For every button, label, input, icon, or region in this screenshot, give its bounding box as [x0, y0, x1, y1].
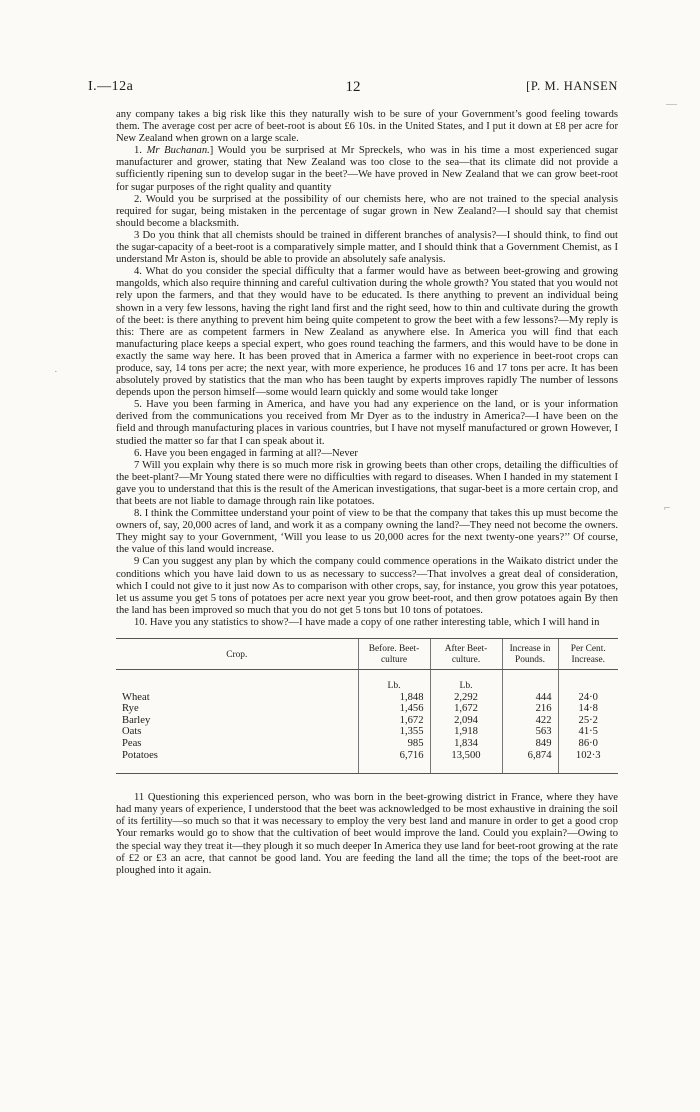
column-header-after: After Beet-culture. — [430, 639, 502, 670]
table-header-row — [116, 639, 618, 670]
before-cell: 1,848 — [358, 692, 430, 704]
percent-cell: 25·2 — [558, 715, 618, 727]
margin-mark: · — [54, 366, 58, 378]
table-row — [116, 750, 618, 774]
before-cell: 6,716 — [358, 750, 430, 774]
column-header-before: Before. Beet-culture — [358, 639, 430, 670]
percent-cell: 41·5 — [558, 726, 618, 738]
document-reference: I.—12a — [88, 79, 134, 94]
table-row — [116, 726, 618, 738]
table-row — [116, 692, 618, 704]
units-row — [116, 670, 618, 692]
after-cell: 1,672 — [430, 703, 502, 715]
paragraph: 5. Have you been farming in America, and have you had any experience on the land, or is your information derived from the communications you received from Mr Dyer as to the industry in America?—I have been on the field and through manufacturing places in various countries, but I have not myself manufactured or grown However, I studied the matter so far that I can speak about it. — [116, 399, 618, 447]
margin-mark: — — [666, 98, 677, 110]
after-cell: 1,834 — [430, 738, 502, 750]
speaker-name: Mr Buchanan. — [146, 145, 210, 157]
increase-cell: 6,874 — [502, 750, 558, 774]
table-row — [116, 715, 618, 727]
paragraph: 4. What do you consider the special difficulty that a farmer would have as between beet-growing and growing mangolds, which also require thinning and careful cultivation during the whole growth? You stated that you would not rely upon the farmers, and that they would have to be educated. Is there anything to prevent an individual being shown in a very few lessons, having the right land first and the right seed, how to thin and cultivate during the growth of the beet: is there anything to prevent him being quite competent to grow the beet with a few lessons?—My reply is this: There are as competent farmers in New Zealand as anywhere else. In America you will find that each manufacturing place keeps a special expert, who goes round teaching the farmers, and this would have to be done in exactly the same way here. It has been proved that in America a farmer with no experience in beet-root crops can produce, say, 14 tons per acre; the next year, with more experience, he produces 16 and 17 tons per acre. It has been absolutely proved by statistics that the man who has been taught by experts improves rapidly The number of lessons depends upon the person himself—some would learn quickly and some would take longer — [116, 266, 618, 399]
column-header-crop: Crop. — [116, 639, 358, 670]
paragraph: 11 Questioning this experienced person, who was born in the beet-growing district in France, where they have had many years of experience, I understood that the beet was acknowledged to be most exhaustive in draining the soil of its fertility—so much so that it was necessary to employ the very best land and manure in order to get a good crop Your remarks would go to show that the cultivation of beet would improve the land. Could you explain?—Owing to the special way they treat it—they plough it so much deeper In America they use land for beet-root growing at the rate of £2 or £3 an acre, that cannot be good land. You are feeding the land all the time; the tops of the beet-root are ploughed into it again. — [116, 792, 618, 876]
table-row — [116, 738, 618, 750]
after-cell: 13,500 — [430, 750, 502, 774]
before-cell: 985 — [358, 738, 430, 750]
before-cell: 1,456 — [358, 703, 430, 715]
increase-cell: 849 — [502, 738, 558, 750]
paragraph — [116, 145, 618, 193]
percent-cell: 86·0 — [558, 738, 618, 750]
paragraph: 3 Do you think that all chemists should be trained in different branches of analysis?—I should think, to find out the sugar-capacity of a beet-root is a comparatively simple matter, and I should think that a Government Chemist, as I understand Mr Aston is, should be able to provide an absolutely safe analysis. — [116, 229, 618, 266]
crop-cell: Peas — [122, 738, 142, 749]
paragraph: any company takes a big risk like this they naturally wish to be sure of your Government’s good feeling towards them. The average cost per acre of beet-root is about £6 10s. in the United States, and I put it down at £8 per acre for New Zealand when grown on a large scale. — [116, 109, 618, 145]
percent-cell: 14·8 — [558, 703, 618, 715]
crop-cell: Barley — [122, 714, 151, 726]
margin-mark: ⌐ — [664, 502, 671, 514]
crop-yield-table — [116, 638, 618, 774]
witness-name: [P. M. HANSEN — [526, 79, 618, 93]
column-header-percent: Per Cent. Increase. — [558, 639, 618, 670]
after-cell: 1,918 — [430, 726, 502, 738]
page-body — [116, 109, 618, 877]
crop-cell: Rye — [122, 703, 139, 715]
before-cell: 1,672 — [358, 715, 430, 727]
page-header — [88, 79, 618, 101]
increase-cell: 216 — [502, 703, 558, 715]
paragraph: 8. I think the Committee understand your point of view to be that the company that takes this up must become the owners of, say, 20,000 acres of land, and work it as a company owning the land?—They need not become the owners. They might say to your Government, ‘Will you lease to us 20,000 acres for the next twenty-one years?’’ Of course, the value of this land would increase. — [116, 508, 618, 556]
increase-cell: 444 — [502, 692, 558, 704]
increase-cell: 422 — [502, 715, 558, 727]
crop-cell: Wheat — [122, 691, 150, 703]
before-cell: 1,355 — [358, 726, 430, 738]
paragraph: 9 Can you suggest any plan by which the company could commence operations in the Waikato district under the conditions which you have laid down to us as necessary to success?—That involves a great deal of consideration, which I could not give to it just now As to comparison with other crops, say, for instance, you grow this year potatoes, let us assume you get 5 tons of potatoes per acre next year you grow beet-root, and then grow potatoes again By then the land has been improved so much that you do not get 5 tons but 10 tons of potatoes. — [116, 556, 618, 616]
paragraph: 2. Would you be surprised at the possibility of our chemists here, who are not trained to the special analysis required for sugar, being mistaken in the percentage of sugar grown in New Zealand?—I should say that chemist should become a blacksmith. — [116, 193, 618, 229]
column-header-increase: Increase in Pounds. — [502, 639, 558, 670]
table-row — [116, 703, 618, 715]
percent-cell: 102·3 — [558, 750, 618, 774]
after-cell: 2,094 — [430, 715, 502, 727]
unit-after: Lb. — [430, 670, 502, 692]
crop-cell: Potatoes — [116, 750, 358, 774]
paragraph: 10. Have you any statistics to show?—I have made a copy of one rather interesting table, which I will hand in — [134, 616, 600, 628]
paragraph: 7 Will you explain why there is so much more risk in growing beets than other crops, detailing the difficulties of the beet-plant?—Mr Young stated there were no difficulties with regard to diseases. When I handed in my statement I gave you to understand that this is the result of the American investigations, that sugar-beet is a more certain crop, and that beets are not liable to damage through rain like potatoes. — [116, 459, 618, 507]
after-cell: 2,292 — [430, 692, 502, 704]
unit-before: Lb. — [358, 670, 430, 692]
crop-cell: Oats — [122, 726, 142, 738]
percent-cell: 24·0 — [558, 692, 618, 704]
paragraph-text: ] Would you be surprised at Mr Spreckels, who was in his time a most experienced sugar manufacturer and grower, stating that New Zealand was too close to the sea—that its climate did not provide a sufficiently ripening sun to develop sugar in the beet?—We have proved in New Zealand that we can grow beet-root for sugar purposes of the right quality and quantity — [116, 145, 619, 193]
question-number: 1. — [134, 145, 147, 157]
increase-cell: 563 — [502, 726, 558, 738]
page-number: 12 — [345, 79, 361, 95]
paragraph: 6. Have you been engaged in farming at all?—Never — [134, 447, 358, 459]
